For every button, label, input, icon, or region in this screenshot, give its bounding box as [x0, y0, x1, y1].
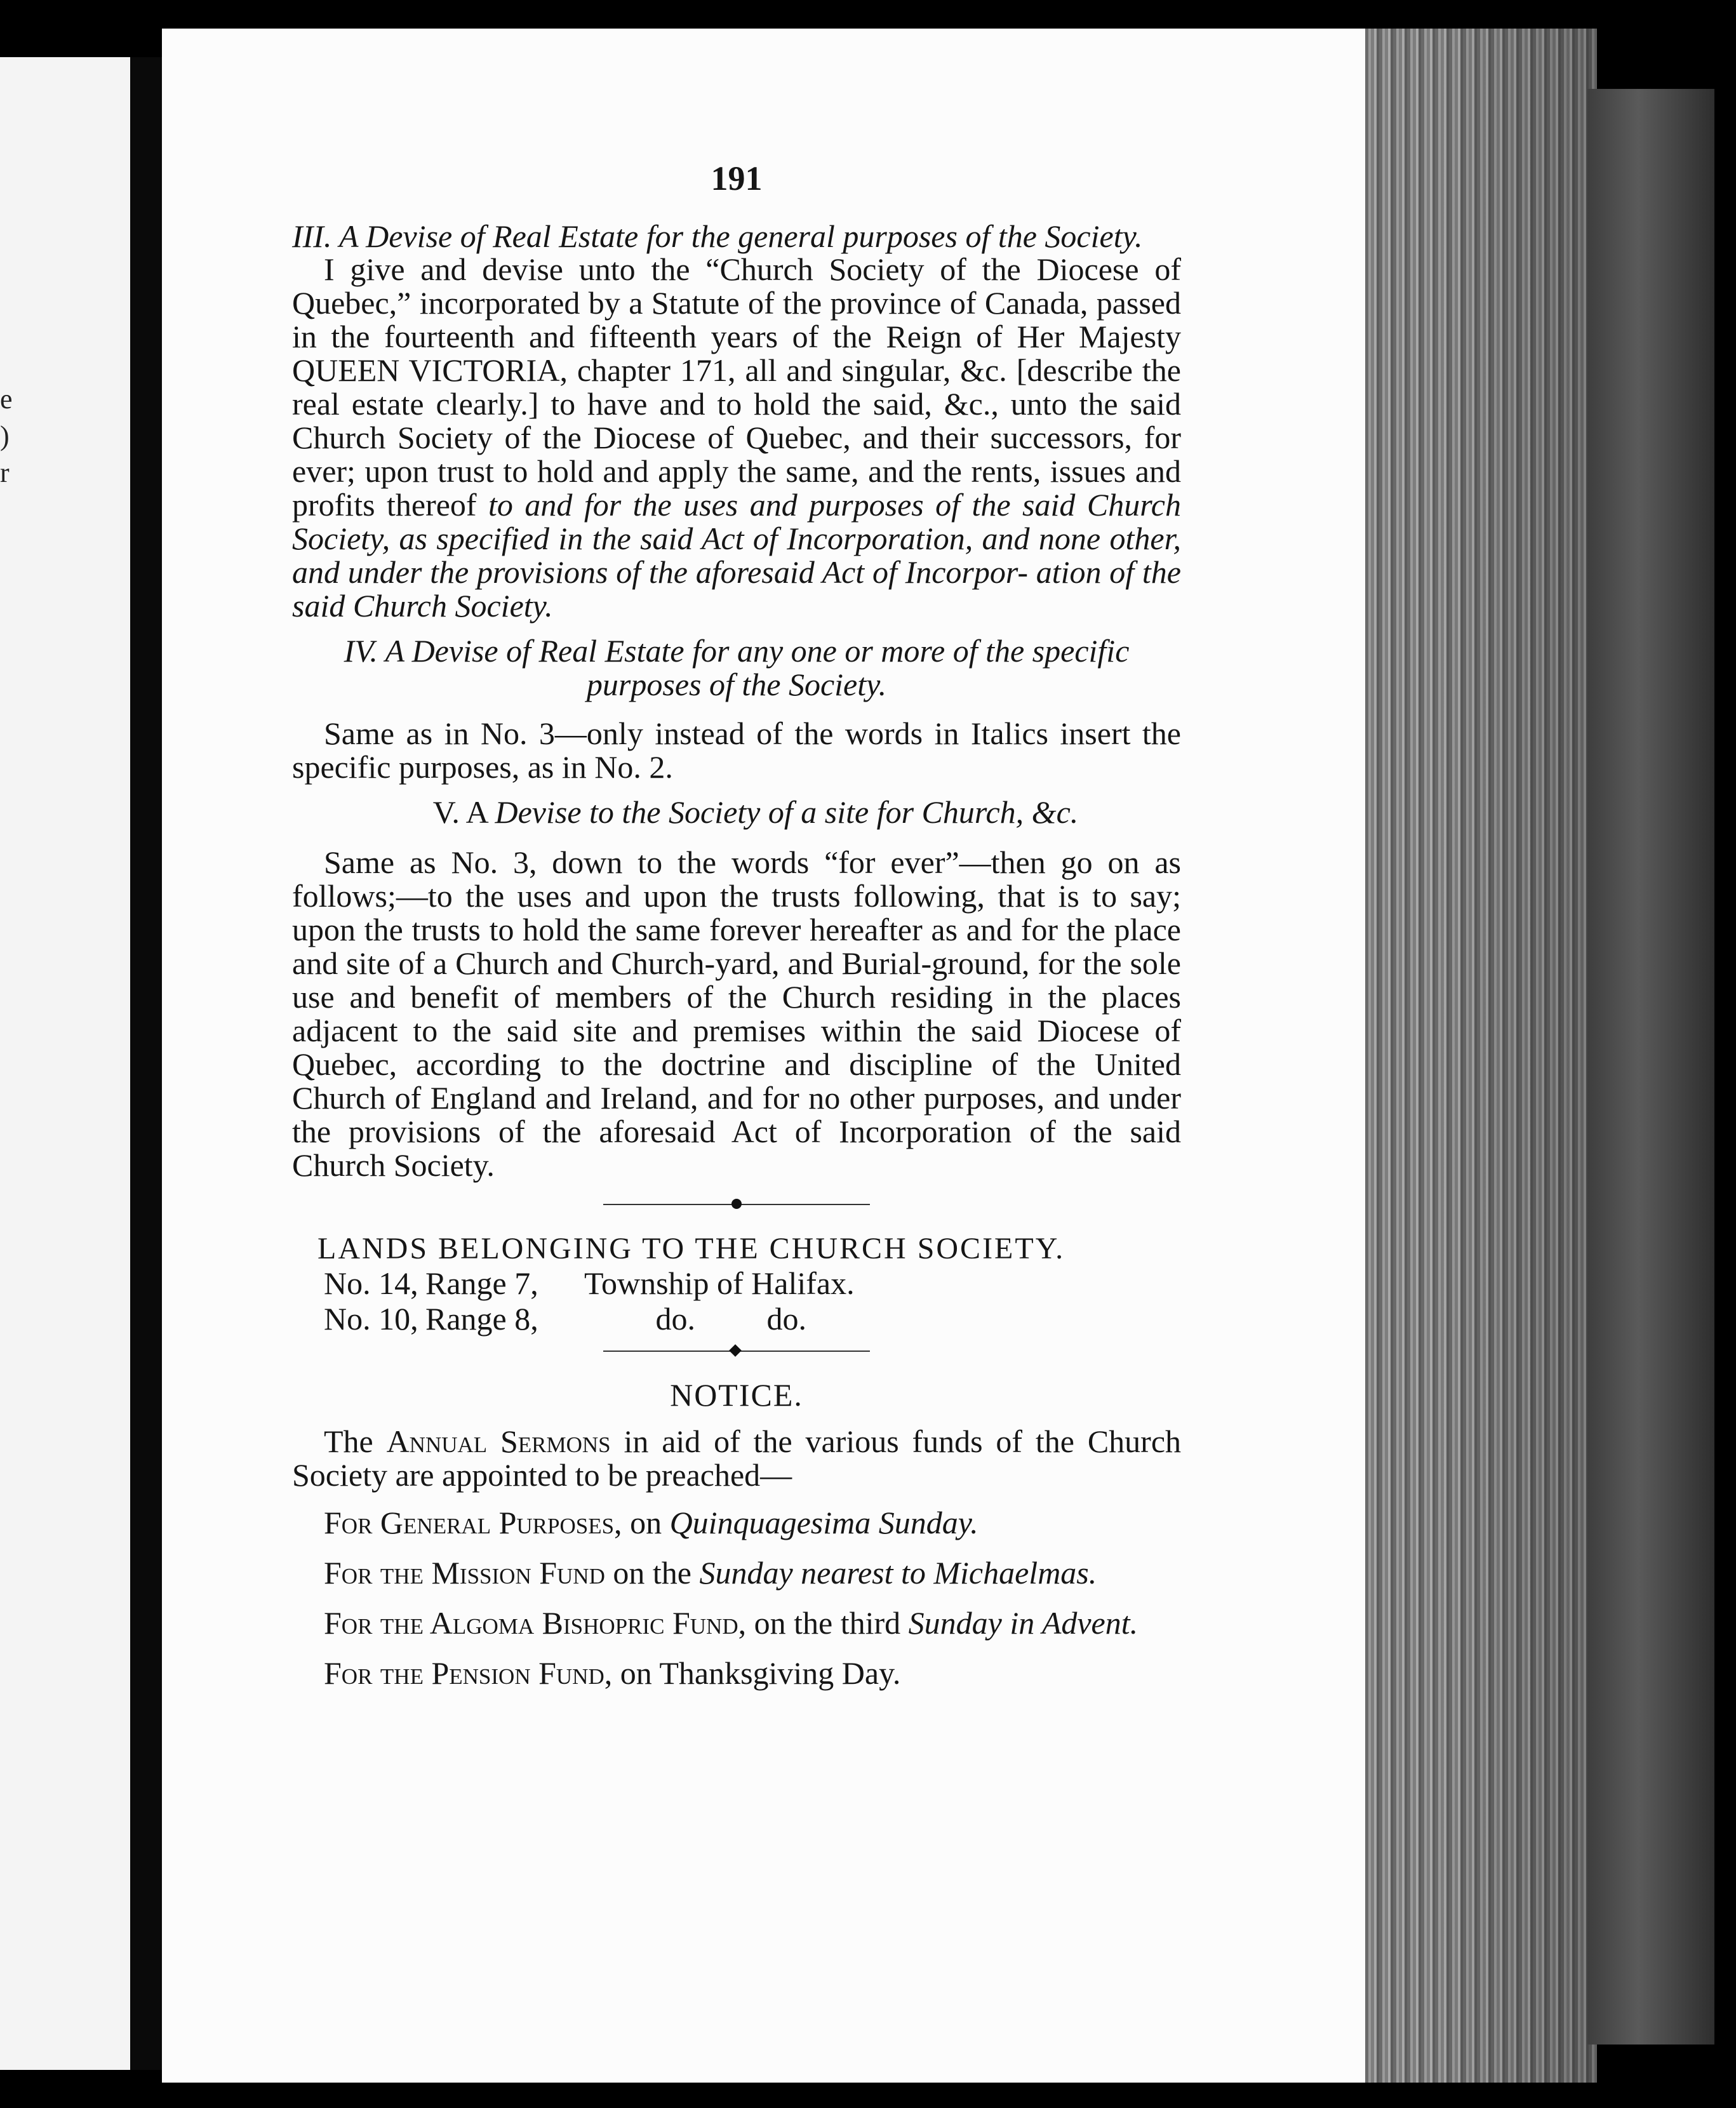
lot-number: No. 10,	[324, 1301, 418, 1337]
fund-label: For the Algoma Bishopric Fund,	[324, 1605, 747, 1641]
section-5-body: Same as No. 3, down to the words “for ever”—then go on as follows;—to the uses and upon the trusts following, that is to say; upon the trusts to hold the same forever hereafter as and for the place and site of a Church and Church-yard, and Burial-ground, for the sole use and benefit of members of the Church residing in the places adjacent to the said site and premises within the said Diocese of Quebec, according to the doctrine and discipline of the United Church of England and Ireland, and for no other purposes, and under the provisions of the aforesaid Act of Incorporation of the said Church Society.	[292, 844, 1181, 1183]
left-page	[0, 57, 130, 2070]
section-5-heading	[292, 796, 1181, 829]
township: Township of Halifax.	[584, 1265, 855, 1301]
lot-number: No. 14,	[324, 1265, 418, 1301]
body-line: of Quebec,” incorporated by a Statute of the province of	[292, 251, 1181, 321]
body-line: Reign of Her Majesty QUEEN VICTORIA, chapter 171, all and	[292, 319, 1182, 388]
township: do. do.	[584, 1301, 806, 1337]
fund-text: on Thanksgiving Day.	[612, 1655, 901, 1691]
fund-text: on the	[604, 1555, 700, 1591]
fund-italic: Sunday in Advent.	[908, 1605, 1138, 1641]
lands-row	[292, 1301, 1181, 1337]
body-line: Canada, passed in the fourteenth and fifteenth years of the	[292, 285, 1182, 354]
section-4-heading-line-1: IV. A Devise of Real Estate for any one or more of the specific	[344, 633, 1130, 669]
section-3-body	[292, 253, 1181, 623]
fund-italic: Sunday nearest to Michaelmas.	[699, 1555, 1097, 1591]
gutter	[130, 57, 162, 2070]
left-page-text-fragment	[0, 381, 13, 491]
section-4-heading-line-2: purposes of the Society.	[586, 667, 887, 702]
italic-line: Society, as specified in the said Act of Incorporation, and none	[292, 521, 1101, 556]
fund-label: For the Mission Fund	[324, 1555, 605, 1591]
fund-italic: Quinquagesima Sunday.	[669, 1505, 978, 1540]
fund-label: For the Pension Fund,	[324, 1655, 613, 1691]
page-content	[292, 159, 1182, 1707]
section-3-heading: III. A Devise of Real Estate for the general purposes of the Society.	[292, 218, 1143, 254]
page-edges-shadow	[1435, 29, 1597, 2083]
range: Range 7,	[425, 1265, 538, 1301]
ornamental-divider	[603, 1343, 870, 1359]
fragment-line: r	[0, 457, 10, 488]
fragment-line: )	[0, 420, 10, 451]
fund-line	[292, 1657, 1181, 1690]
lands-row	[292, 1265, 1181, 1301]
fund-line	[292, 1606, 1181, 1640]
fund-text: on	[622, 1505, 670, 1540]
divider-diamond	[729, 1344, 742, 1357]
section-5-heading-italic: Devise to the Society of a site for Church, &c.	[495, 794, 1079, 830]
divider-dot	[731, 1199, 742, 1209]
section-5-heading-prefix: V. A	[432, 794, 487, 830]
section-4-body: Same as in No. 3—only instead of the words in Italics insert the specific purposes, as in No. 2.	[292, 716, 1181, 785]
body-line: thereof	[387, 487, 489, 523]
fund-line	[292, 1556, 1181, 1590]
italic-line: ation of the said Church Society.	[292, 554, 1182, 624]
body-line: to hold and apply the same, and the rents, issues and profits	[292, 453, 1181, 523]
notice-intro-smallcaps: Annual Sermons	[386, 1424, 611, 1459]
notice-title: NOTICE.	[670, 1377, 803, 1413]
notice-intro-rest: in aid of the various funds of the Church Society are appointed to be preached—	[292, 1424, 1182, 1493]
fund-label: For General Purposes,	[324, 1505, 622, 1540]
fund-line	[292, 1506, 1181, 1540]
book-cover-edge	[1587, 89, 1714, 2045]
notice-intro	[292, 1425, 1181, 1492]
page-number: 191	[711, 159, 763, 197]
range: Range 8,	[425, 1301, 538, 1337]
body-line: Diocese of Quebec, and their successors, for ever; upon trust	[292, 420, 1181, 489]
fund-text: on the third	[746, 1605, 909, 1641]
lands-title: LANDS BELONGING TO THE CHURCH SOCIETY.	[317, 1232, 1065, 1265]
body-line: I give and devise unto the “Church Society of the Diocese	[324, 251, 1139, 287]
italic-line: other, and under the provisions of the aforesaid Act of Incorpor-	[292, 521, 1181, 590]
notice-intro-lead: The	[324, 1424, 373, 1459]
ornamental-divider	[603, 1196, 870, 1213]
italic-line: to and for the uses and purposes of the said Church	[488, 487, 1181, 523]
fragment-line: e	[0, 384, 13, 415]
body-line: and to hold the said, &c., unto the said Church Society of the	[292, 386, 1182, 455]
body-line: singular, &c. [describe the real estate clearly.] to have	[292, 352, 1182, 422]
